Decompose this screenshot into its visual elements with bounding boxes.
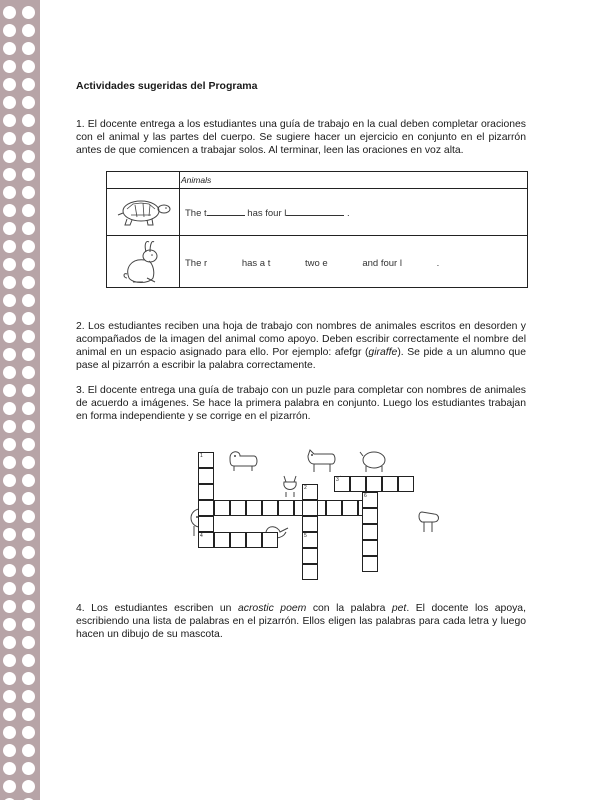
binding-hole xyxy=(3,366,16,379)
binding-hole xyxy=(3,618,16,631)
binding-hole xyxy=(3,132,16,145)
binding-hole xyxy=(22,384,35,397)
crossword-cell xyxy=(342,500,358,516)
crossword-number: 1 xyxy=(200,453,203,459)
binding-hole xyxy=(22,528,35,541)
crossword-number: 5 xyxy=(304,533,307,539)
binding-hole xyxy=(22,294,35,307)
binding-hole xyxy=(22,420,35,433)
crossword-cell xyxy=(302,516,318,532)
binding-hole xyxy=(3,780,16,793)
binding-hole xyxy=(22,438,35,451)
binding-hole xyxy=(22,672,35,685)
crossword-cell xyxy=(198,500,214,516)
binding-hole xyxy=(22,582,35,595)
crossword-cell xyxy=(246,532,262,548)
binding-hole xyxy=(22,114,35,127)
binding-hole xyxy=(3,222,16,235)
crossword-cell xyxy=(334,476,350,492)
table-row-turtle xyxy=(107,188,527,236)
binding-hole xyxy=(3,348,16,361)
binding-hole xyxy=(22,150,35,163)
crossword-cell xyxy=(366,476,382,492)
binding-hole xyxy=(3,330,16,343)
binding-hole xyxy=(3,312,16,325)
binding-hole xyxy=(22,474,35,487)
crossword-cell xyxy=(362,508,378,524)
dog-illustration xyxy=(226,446,260,472)
rabbit-illustration xyxy=(119,238,169,286)
crossword-cell xyxy=(198,452,214,468)
crossword-cell xyxy=(198,532,214,548)
binding-hole xyxy=(3,60,16,73)
table-row-rabbit xyxy=(107,235,527,288)
crossword-cell xyxy=(362,492,378,508)
crossword-cell xyxy=(198,516,214,532)
activity-1-text: 1. El docente entrega a los estudiantes una guía de trabajo en la cual deben completar oraciones con el animal y las partes del cuerpo. Se sugiere hacer un ejercicio en conjunto en el pizarrón antes de que comiencen a trabajar solos. Al terminar, leen las oraciones en voz alta. xyxy=(76,119,526,156)
crossword-cell xyxy=(382,476,398,492)
binding-hole xyxy=(22,276,35,289)
binding-hole xyxy=(3,762,16,775)
binding-hole xyxy=(22,42,35,55)
binding-hole xyxy=(22,204,35,217)
crossword-cell xyxy=(262,500,278,516)
binding-hole xyxy=(22,636,35,649)
crossword-cell xyxy=(362,540,378,556)
binding-hole xyxy=(3,564,16,577)
binding-hole xyxy=(22,744,35,757)
binding-hole xyxy=(22,24,35,37)
crossword-cell xyxy=(214,500,230,516)
crossword-cell xyxy=(302,532,318,548)
binding-hole xyxy=(3,240,16,253)
table-header: Animals xyxy=(181,175,212,185)
binding-hole xyxy=(3,294,16,307)
binding-hole xyxy=(3,474,16,487)
crossword-number: 4 xyxy=(200,533,203,539)
crossword-cell xyxy=(350,476,366,492)
binding-hole xyxy=(22,312,35,325)
binding-hole xyxy=(22,618,35,631)
crossword-cell xyxy=(198,468,214,484)
binding-hole xyxy=(22,654,35,667)
binding-hole xyxy=(3,654,16,667)
binding-hole xyxy=(3,42,16,55)
crossword-cell xyxy=(230,500,246,516)
binding-hole xyxy=(3,672,16,685)
binding-hole xyxy=(22,330,35,343)
binding-hole xyxy=(3,438,16,451)
binding-hole xyxy=(3,744,16,757)
binding-hole xyxy=(3,78,16,91)
binding-hole xyxy=(3,690,16,703)
crossword-number: 3 xyxy=(336,477,339,483)
crossword-cell xyxy=(362,524,378,540)
crossword-cell xyxy=(398,476,414,492)
binding-hole xyxy=(22,258,35,271)
binding-hole xyxy=(3,582,16,595)
binding-hole xyxy=(22,690,35,703)
binding-hole xyxy=(3,258,16,271)
binding-hole xyxy=(22,348,35,361)
binding-hole xyxy=(3,492,16,505)
binding-hole xyxy=(22,78,35,91)
binding-hole xyxy=(22,600,35,613)
cat-illustration xyxy=(278,472,304,498)
binding-hole xyxy=(3,708,16,721)
binding-hole xyxy=(22,726,35,739)
cow-illustration xyxy=(304,444,340,474)
binding-hole xyxy=(3,402,16,415)
crossword-number: 6 xyxy=(364,493,367,499)
binding-hole xyxy=(22,762,35,775)
activity-4-text: 4. Los estudiantes escriben un acrostic poem con la palabra pet. El docente los apoya, escribiendo una lista de palabras en el pizarrón. Ellos eligen las palabras para cada letra y luego hacen un dibujo de su mascota. xyxy=(76,603,526,640)
crossword-cell xyxy=(262,532,278,548)
binding-hole xyxy=(3,384,16,397)
binding-hole xyxy=(22,240,35,253)
crossword-cell xyxy=(278,500,294,516)
binding-hole xyxy=(3,726,16,739)
binding-hole xyxy=(22,708,35,721)
binding-hole xyxy=(3,204,16,217)
crossword-cell xyxy=(214,532,230,548)
binding-hole xyxy=(3,114,16,127)
crossword-cell xyxy=(230,532,246,548)
binding-hole xyxy=(3,636,16,649)
binding-hole xyxy=(22,60,35,73)
turtle-sentence: The t has four l . xyxy=(185,208,350,219)
turtle-illustration xyxy=(113,195,173,229)
activity-3-text: 3. El docente entrega una guía de trabajo con un puzle para completar con nombres de animales de acuerdo a imágenes. Se hace la primera palabra en conjunto. Luego los estudiantes trabajan en forma independiente y se corrige en el pizarrón. xyxy=(76,385,526,422)
binding-hole xyxy=(3,600,16,613)
binding-hole xyxy=(22,564,35,577)
crossword-number: 2 xyxy=(304,485,307,491)
animals-worksheet-table xyxy=(106,171,528,288)
binding-hole xyxy=(22,780,35,793)
crossword-cell xyxy=(198,484,214,500)
binding-hole xyxy=(3,96,16,109)
binding-hole xyxy=(22,366,35,379)
binding-hole xyxy=(22,492,35,505)
page-heading: Actividades sugeridas del Programa xyxy=(76,80,258,92)
binding-hole xyxy=(3,150,16,163)
binding-hole xyxy=(22,6,35,19)
binding-hole xyxy=(22,168,35,181)
binding-hole xyxy=(22,222,35,235)
spiral-binding xyxy=(0,0,40,800)
binding-hole xyxy=(22,96,35,109)
binding-hole xyxy=(3,186,16,199)
crossword-cell xyxy=(362,556,378,572)
binding-hole xyxy=(3,24,16,37)
activity-2-text: 2. Los estudiantes reciben una hoja de trabajo con nombres de animales escritos en desorden y acompañados de la imagen del animal como apoyo. Deben escribir correctamente el nombre del animal en un espacio asignado para ello. Por ejemplo: afefgr (giraffe). Se pide a un alumno que pase al pizarrón a escribir la palabra correctamente. xyxy=(76,321,526,371)
crossword-cell xyxy=(302,564,318,580)
binding-hole xyxy=(22,546,35,559)
pig-illustration xyxy=(358,446,390,474)
binding-hole xyxy=(3,6,16,19)
binding-hole xyxy=(3,276,16,289)
binding-hole xyxy=(3,546,16,559)
rabbit-sentence: The r has a t two e and four l . xyxy=(185,258,440,269)
binding-hole xyxy=(22,510,35,523)
crossword-cell xyxy=(326,500,342,516)
crossword-cell xyxy=(302,500,318,516)
binding-hole xyxy=(3,168,16,181)
crossword-puzzle xyxy=(186,440,446,600)
binding-hole xyxy=(22,402,35,415)
crossword-cell xyxy=(302,484,318,500)
binding-hole xyxy=(22,186,35,199)
binding-hole xyxy=(3,456,16,469)
crossword-cell xyxy=(246,500,262,516)
crossword-cell xyxy=(302,548,318,564)
binding-hole xyxy=(3,528,16,541)
binding-hole xyxy=(3,510,16,523)
binding-hole xyxy=(22,132,35,145)
binding-hole xyxy=(22,456,35,469)
hen-illustration xyxy=(414,506,442,534)
binding-hole xyxy=(3,420,16,433)
